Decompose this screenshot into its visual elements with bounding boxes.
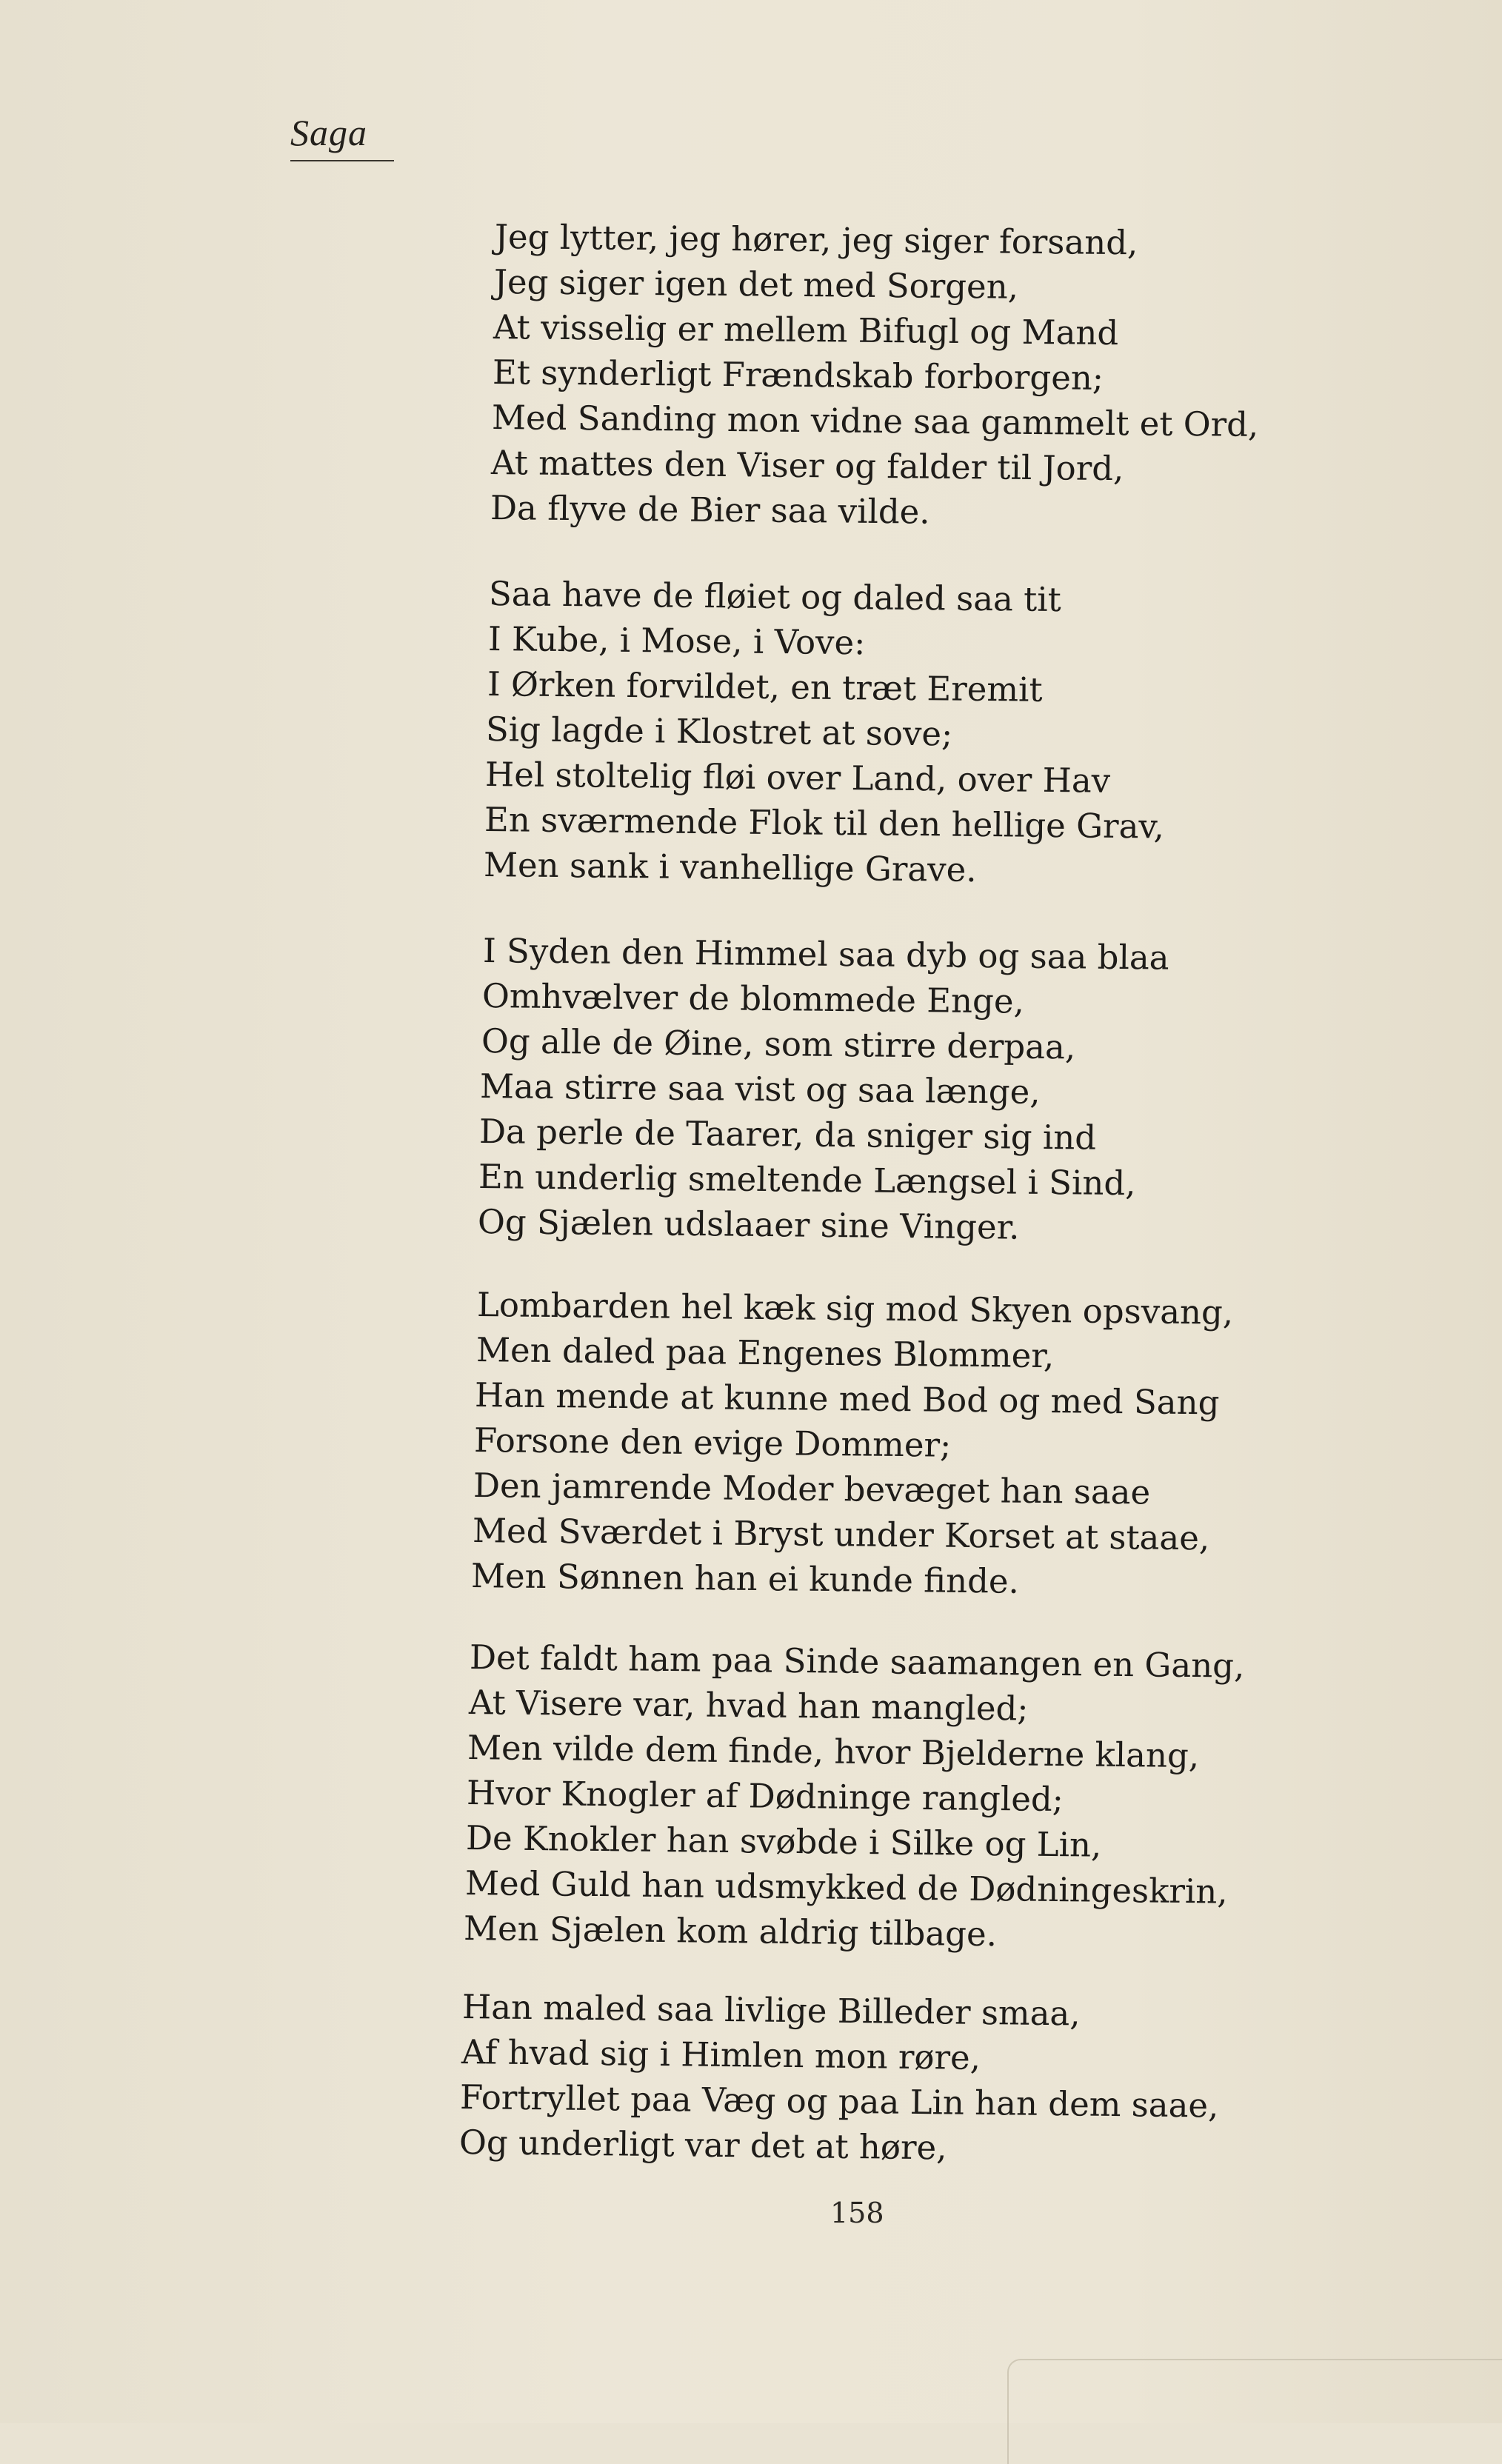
poem-line: I Syden den Himmel saa dyb og saa blaa [482, 931, 1169, 978]
poem-line: Men Sjælen kom aldrig tilbage. [463, 1909, 998, 1954]
poem-line: Og Sjælen udslaaer sine Vinger. [477, 1202, 1020, 1247]
page-number: 158 [830, 2197, 884, 2229]
poem-line: En underlig smeltende Længsel i Sind, [478, 1157, 1136, 1203]
poem-line: At Visere var, hvad han mangled; [468, 1683, 1029, 1729]
poem-line: Men sank i vanhellige Grave. [483, 845, 977, 889]
page-corner-shadow [1007, 2359, 1502, 2464]
poem-line: Han maled saa livlige Billeder smaa, [461, 1987, 1081, 2034]
poem-line: Hvor Knogler af Dødninge rangled; [466, 1773, 1064, 1820]
poem-line: Et synderligt Frændskab forborgen; [492, 353, 1104, 398]
poem-line: En sværmende Flok til den hellige Grav, [484, 800, 1165, 847]
running-head: Saga [290, 112, 367, 153]
poem-line: Med Guld han udsmykked de Dødningeskrin, [464, 1863, 1228, 1912]
poem-line: Jeg lytter, jeg hører, jeg siger forsand, [494, 217, 1138, 263]
poem-line: Da flyve de Bier saa vilde. [490, 488, 930, 532]
poem-line: Maa stirre saa vist og saa længe, [480, 1066, 1041, 1112]
poem-line: Forsone den evige Dommer; [473, 1420, 952, 1465]
poem-line: De Knokler han svøbde i Silke og Lin, [465, 1818, 1102, 1865]
poem-line: Lombarden hel kæk sig mod Skyen opsvang, [476, 1285, 1234, 1332]
poem-line: Den jamrende Moder bevæget han saae [473, 1466, 1151, 1512]
poem-line: Men Sønnen han ei kunde finde. [470, 1556, 1020, 1601]
poem-line: At mattes den Viser og falder til Jord, [490, 443, 1124, 489]
poem-line: Og alle de Øine, som stirre derpaa, [481, 1021, 1076, 1067]
poem-line: Med Sværdet i Bryst under Korset at staae, [472, 1511, 1209, 1558]
poem-line: Omhvælver de blommede Enge, [481, 976, 1024, 1021]
poem-line: Men daled paa Engenes Blommer, [475, 1330, 1055, 1376]
poem-line: Sig lagde i Klostret at sove; [486, 710, 953, 754]
poem-line: I Ørken forvildet, en træt Eremit [487, 664, 1043, 710]
poem-line: Hel stoltelig fløi over Land, over Hav [484, 755, 1111, 801]
poem-line: Og underligt var det at høre, [458, 2123, 947, 2168]
poem-line: Saa have de fløiet og daled saa tit [488, 574, 1062, 620]
poem-line: Han mende at kunne med Bod og med Sang [475, 1375, 1221, 1423]
poem-line: Af hvad sig i Himlen mon røre, [461, 2032, 981, 2077]
poem-line: Jeg siger igen det med Sorgen, [493, 262, 1019, 307]
poem-line: Det faldt ham paa Sinde saamangen en Gang, [469, 1637, 1245, 1686]
poem-line: I Kube, i Mose, i Vove: [487, 619, 866, 663]
poem-line: Fortryllet paa Væg og paa Lin han dem saae, [460, 2077, 1220, 2126]
poem-line: At visselig er mellem Bifugl og Mand [493, 307, 1119, 353]
poem-line: Med Sanding mon vidne saa gammelt et Ord, [491, 398, 1259, 444]
poem-line: Da perle de Taarer, da sniger sig ind [478, 1112, 1097, 1158]
poem-line: Men vilde dem finde, hvor Bjelderne klang, [467, 1728, 1200, 1776]
